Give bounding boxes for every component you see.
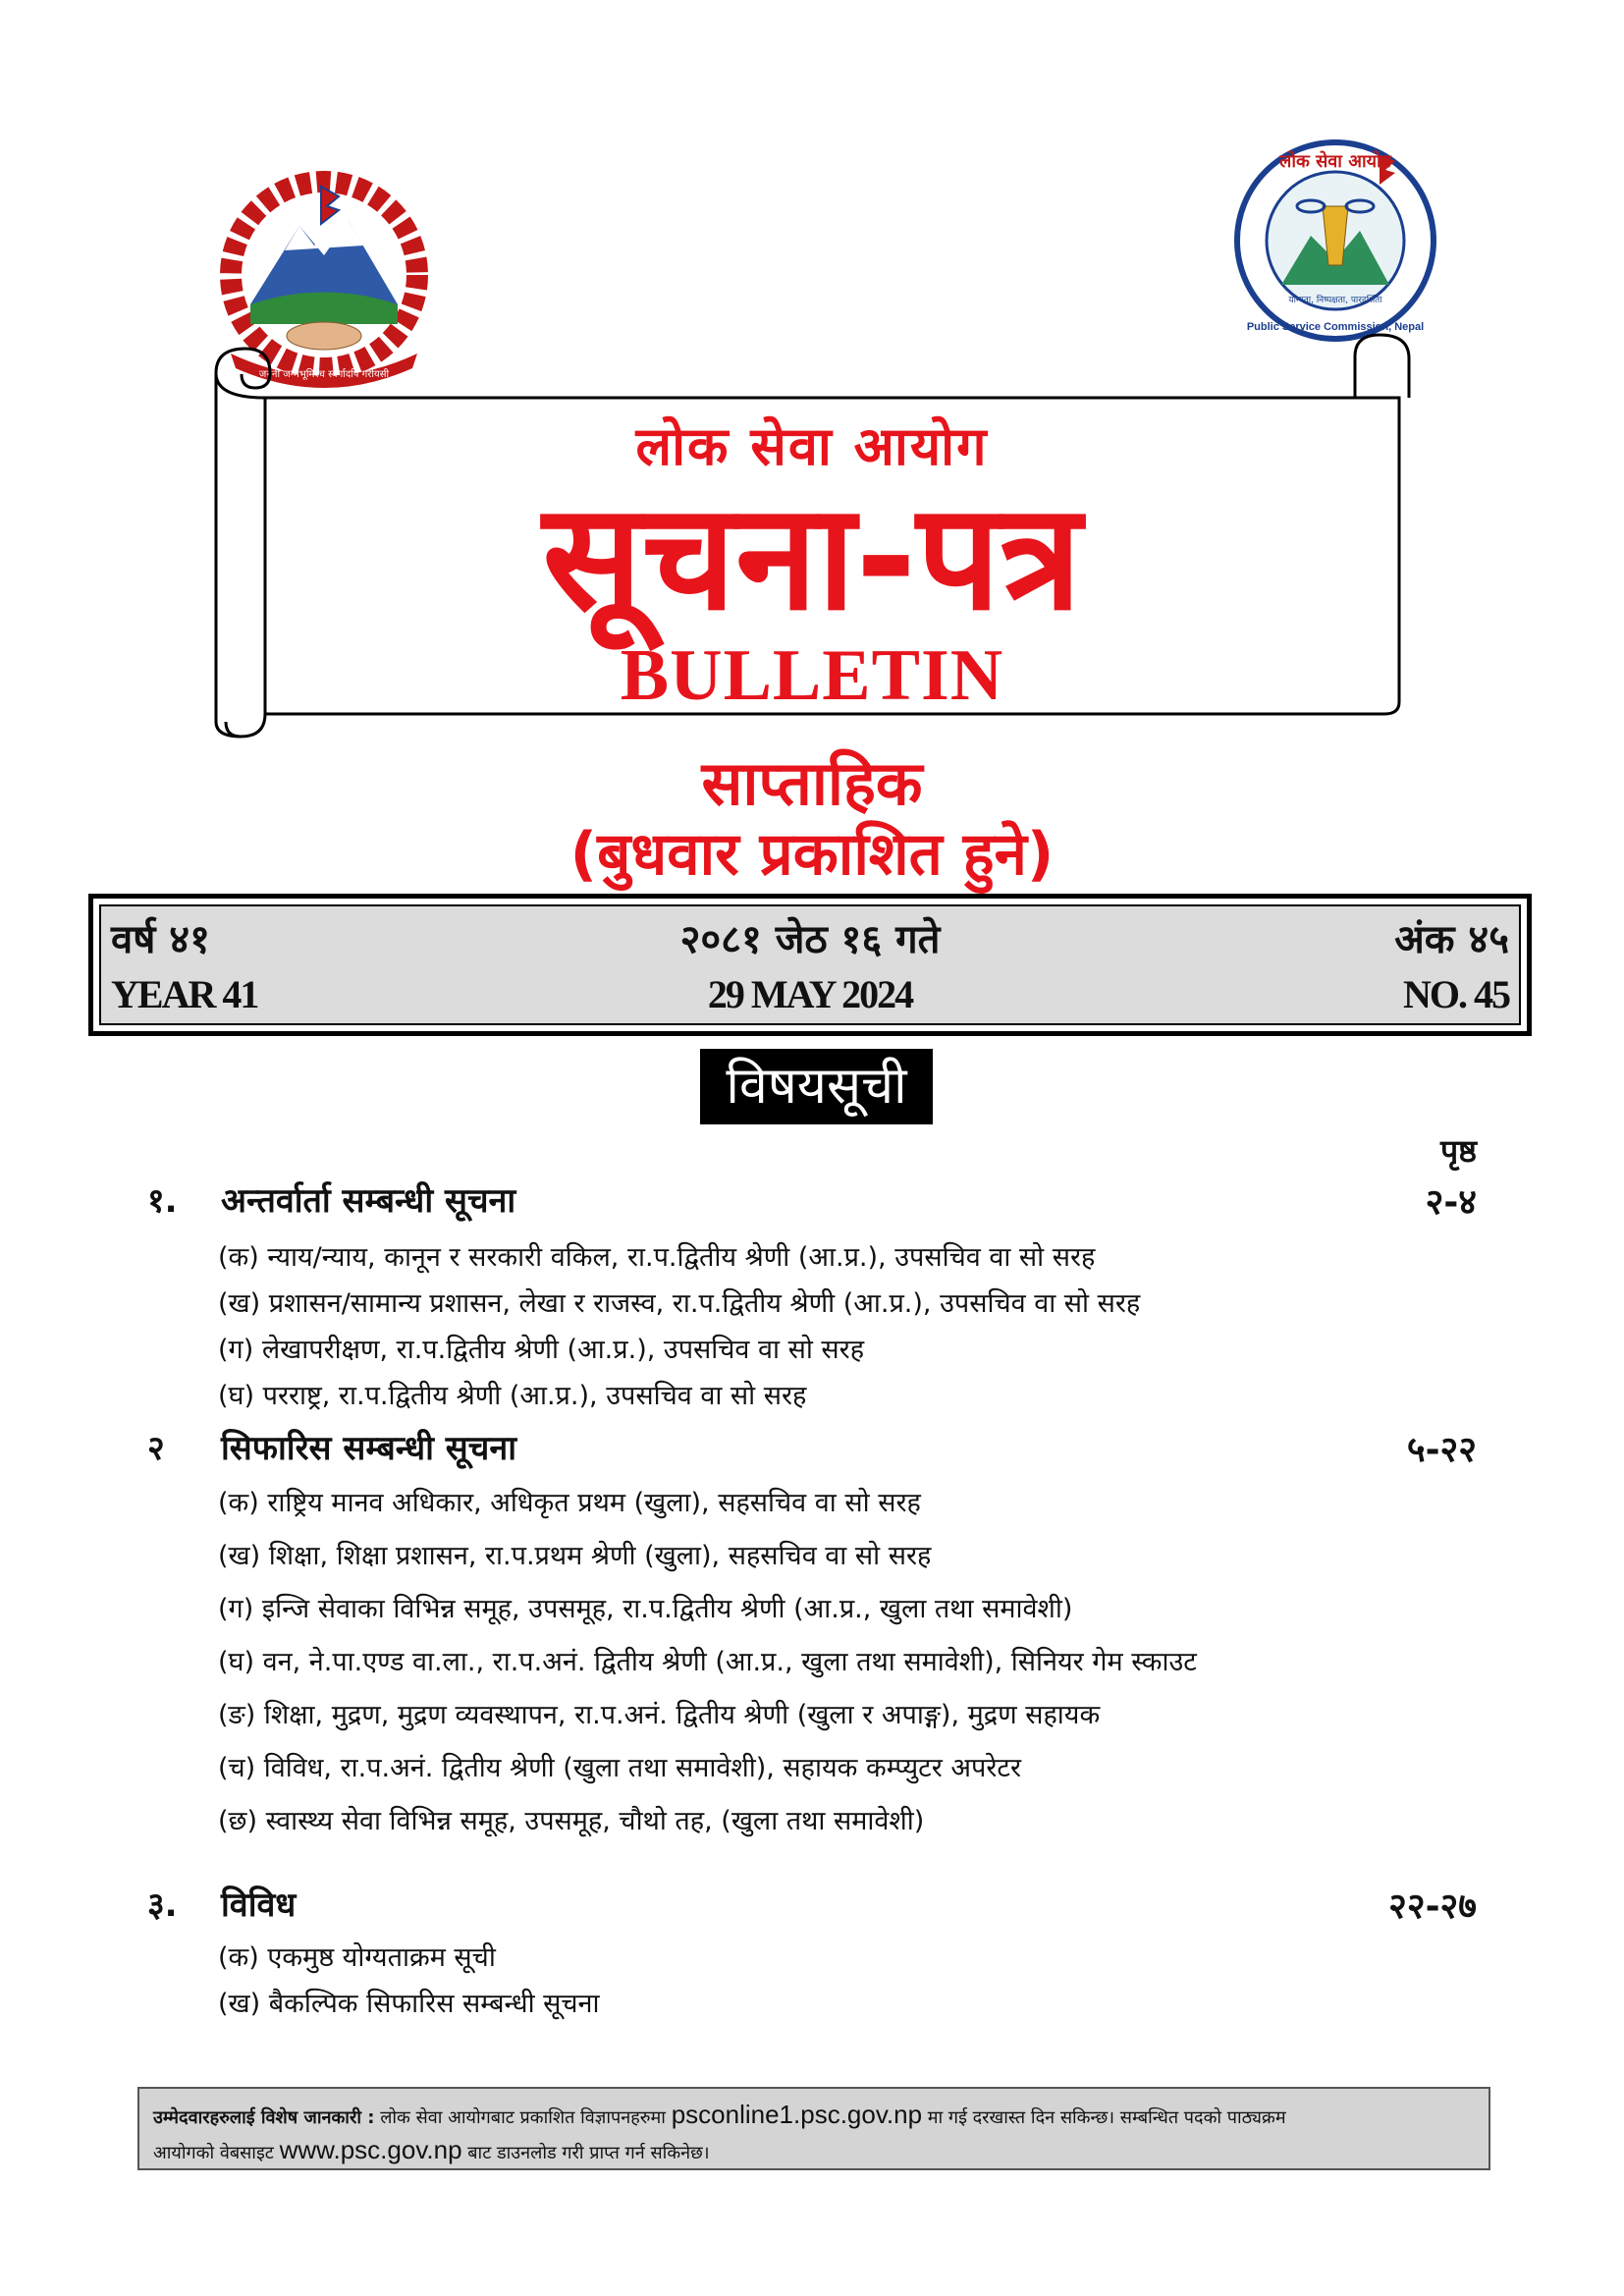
section-pages: २२-२७ <box>1388 1886 1477 1927</box>
publication-frequency: साप्ताहिक <box>701 747 923 819</box>
toc-item: (ङ) शिक्षा, मुद्रण, मुद्रण व्यवस्थापन, रा.प.अनं. द्वितीय श्रेणी (खुला र अपाङ्ग), मुद्रण सहायक <box>218 1700 1101 1730</box>
bulletin-title-nepali: सूचना-पत्र <box>542 472 1082 643</box>
svg-text:Public Service Commission, Nep: Public Service Commission, Nepal <box>1246 321 1425 333</box>
toc-item: (घ) वन, ने.पा.एण्ड वा.ला., रा.प.अनं. द्वितीय श्रेणी (आ.प्र., खुला तथा समावेशी), सिनियर गेम स्काउट <box>218 1647 1197 1677</box>
toc-item: (क) एकमुष्ठ योग्यताक्रम सूची <box>218 1942 496 1973</box>
psc-logo-emblem <box>1232 137 1438 344</box>
issue-row-nepali <box>101 910 1519 969</box>
toc-item: (ग) इन्जि सेवाका विभिन्न समूह, उपसमूह, रा.प.द्वितीय श्रेणी (आ.प्र., खुला तथा समावेशी) <box>218 1594 1073 1624</box>
bulletin-title-english: BULLETIN <box>620 635 1004 716</box>
issue-year-en: YEAR 41 <box>111 972 258 1016</box>
organization-name: लोक सेवा आयोग <box>635 415 989 477</box>
candidate-notice-box <box>137 2087 1490 2170</box>
issue-info-box <box>88 894 1532 1036</box>
section-title: विविध <box>221 1886 297 1925</box>
svg-text:जननी जन्मभूमिश्च स्वर्गादपि गर: जननी जन्मभूमिश्च स्वर्गादपि गरीयसी <box>258 369 390 380</box>
notice-link-website[interactable]: www.psc.gov.np <box>279 2135 462 2164</box>
publication-day: (बुधवार प्रकाशित हुने) <box>569 820 1055 889</box>
notice-link-psconline[interactable]: psconline1.psc.gov.np <box>671 2100 923 2129</box>
section-pages: ५-२२ <box>1406 1430 1477 1470</box>
section-title: अन्तर्वार्ता सम्बन्धी सूचना <box>221 1181 516 1221</box>
issue-number-np: अंक ४५ <box>1394 917 1509 962</box>
section-number: १. <box>147 1181 178 1221</box>
toc-item: (च) विविध, रा.प.अनं. द्वितीय श्रेणी (खुला तथा समावेशी), सहायक कम्प्युटर अपरेटर <box>218 1753 1022 1783</box>
toc-item: (ग) लेखापरीक्षण, रा.प.द्वितीय श्रेणी (आ.प्र.), उपसचिव वा सो सरह <box>218 1335 865 1365</box>
toc-heading: विषयसूची <box>700 1049 933 1124</box>
toc-item: (क) राष्ट्रिय मानव अधिकार, अधिकृत प्रथम (खुला), सहसचिव वा सो सरह <box>218 1488 921 1518</box>
notice-text: बाट डाउनलोड गरी प्राप्त गर्न सकिनेछ। <box>461 2143 710 2163</box>
toc-item: (छ) स्वास्थ्य सेवा विभिन्न समूह, उपसमूह, चौथो तह, (खुला तथा समावेशी) <box>218 1806 925 1836</box>
notice-text: आयोगको वेबसाइट <box>153 2143 280 2163</box>
notice-text: मा गई दरखास्त दिन सकिन्छ। सम्बन्धित पदको पाठ्यक्रम <box>922 2107 1286 2128</box>
issue-date-np: २०८१ जेठ १६ गते <box>679 917 941 962</box>
issue-date-en: 29 MAY 2024 <box>707 972 913 1016</box>
section-title: सिफारिस सम्बन्धी सूचना <box>221 1429 517 1468</box>
issue-number-en: NO. 45 <box>1403 972 1509 1016</box>
toc-item: (ख) शिक्षा, शिक्षा प्रशासन, रा.प.प्रथम श्रेणी (खुला), सहसचिव वा सो सरह <box>218 1541 932 1571</box>
notice-text: लोक सेवा आयोगबाट प्रकाशित विज्ञापनहरुमा <box>374 2107 672 2128</box>
issue-year-np: वर्ष ४१ <box>111 917 210 962</box>
toc-item: (ख) प्रशासन/सामान्य प्रशासन, लेखा र राजस्व, रा.प.द्वितीय श्रेणी (आ.प्र.), उपसचिव वा सो सरह <box>218 1288 1141 1319</box>
section-number: ३. <box>147 1886 178 1925</box>
svg-text:योग्यता, निष्पक्षता, पारदर्शित: योग्यता, निष्पक्षता, पारदर्शिता <box>1288 296 1382 305</box>
notice-label: उम्मेदवारहरुलाई विशेष जानकारी : <box>153 2107 375 2128</box>
toc-item: (ख) बैकल्पिक सिफारिस सम्बन्धी सूचना <box>218 1989 600 2019</box>
toc-item: (घ) परराष्ट्र, रा.प.द्वितीय श्रेणी (आ.प्र.), उपसचिव वा सो सरह <box>218 1381 807 1411</box>
issue-row-english <box>101 971 1519 1030</box>
section-number: २ <box>147 1429 165 1468</box>
page-column-label: पृष्ठ <box>1439 1132 1477 1170</box>
section-pages: २-४ <box>1425 1182 1477 1223</box>
toc-item: (क) न्याय/न्याय, कानून र सरकारी वकिल, रा.प.द्वितीय श्रेणी (आ.प्र.), उपसचिव वा सो सरह <box>218 1242 1096 1273</box>
svg-text:लोक सेवा आयोग: लोक सेवा आयोग <box>1279 151 1391 172</box>
